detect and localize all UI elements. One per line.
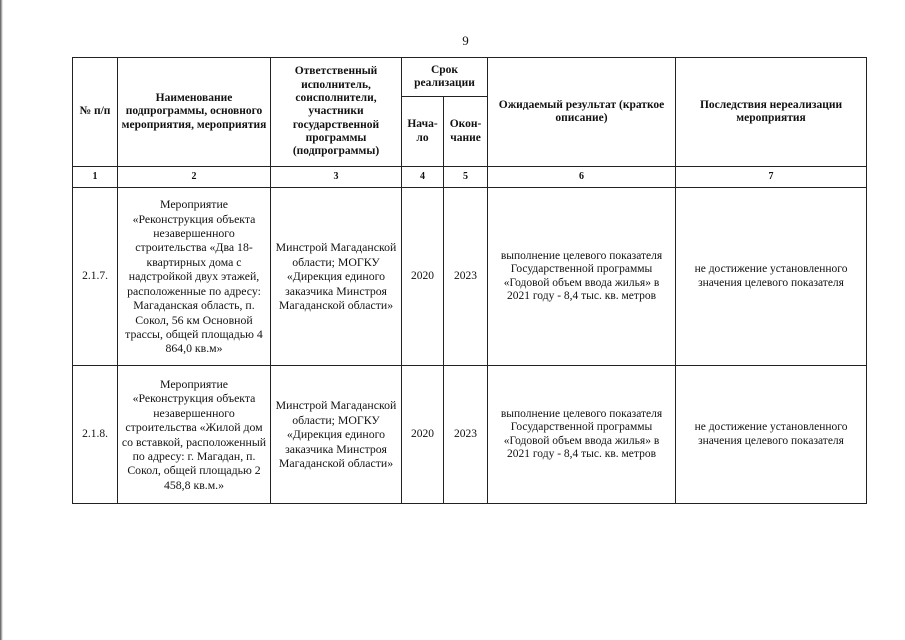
row-consequences: не достижение установленного значения целевого показателя bbox=[676, 366, 867, 504]
row-end-year: 2023 bbox=[444, 366, 488, 504]
column-number: 5 bbox=[444, 167, 488, 188]
row-num: 2.1.7. bbox=[73, 188, 118, 366]
scan-edge-shadow bbox=[0, 0, 3, 640]
row-start-year: 2020 bbox=[402, 188, 444, 366]
row-consequences: не достижение установленного значения целевого показателя bbox=[676, 188, 867, 366]
header-term-end: Окон- чание bbox=[444, 97, 488, 167]
page-number: 9 bbox=[462, 33, 469, 48]
row-end-year: 2023 bbox=[444, 188, 488, 366]
header-num: № п/п bbox=[73, 58, 118, 167]
table-row bbox=[73, 188, 867, 366]
row-name: Мероприятие «Реконструкция объекта незавершенного строительства «Жилой дом со вставкой, расположенный по адресу: г. Магадан, п. Сокол, общей площадью 2 458,8 кв.м.» bbox=[118, 366, 271, 504]
row-num: 2.1.8. bbox=[73, 366, 118, 504]
row-result: выполнение целевого показателя Государственной программы «Годовой объем ввода жилья» в 2021 году - 8,4 тыс. кв. метров bbox=[488, 366, 676, 504]
column-number: 2 bbox=[118, 167, 271, 188]
column-number: 4 bbox=[402, 167, 444, 188]
column-number: 3 bbox=[271, 167, 402, 188]
row-responsible: Минстрой Магаданской области; МОГКУ «Дирекция единого заказчика Минстроя Магаданской области» bbox=[271, 366, 402, 504]
column-number: 6 bbox=[488, 167, 676, 188]
table-row bbox=[73, 366, 867, 504]
row-start-year: 2020 bbox=[402, 366, 444, 504]
header-consequences: Последствия нереализации мероприятия bbox=[676, 58, 867, 167]
row-name: Мероприятие «Реконструкция объекта незавершенного строительства «Два 18-квартирных дома с надстройкой двух этажей, расположенные по адресу: Магаданская область, п. Сокол, 56 км Основной трассы, общей площадью 4 864,0 кв.м» bbox=[118, 188, 271, 366]
program-measures-table bbox=[72, 57, 867, 504]
header-name: Наименование подпрограммы, основного мероприятия, мероприятия bbox=[118, 58, 271, 167]
row-responsible: Минстрой Магаданской области; МОГКУ «Дирекция единого заказчика Минстроя Магаданской области» bbox=[271, 188, 402, 366]
header-responsible: Ответственный исполнитель, соисполнители, участники государственной программы (подпрограммы) bbox=[271, 58, 402, 167]
header-term: Срок реализации bbox=[402, 58, 488, 97]
column-number-row bbox=[73, 167, 867, 188]
row-result: выполнение целевого показателя Государственной программы «Годовой объем ввода жилья» в 2021 году - 8,4 тыс. кв. метров bbox=[488, 188, 676, 366]
column-number: 1 bbox=[73, 167, 118, 188]
table-header-row bbox=[73, 58, 867, 97]
header-result: Ожидаемый результат (краткое описание) bbox=[488, 58, 676, 167]
header-term-start: Нача- ло bbox=[402, 97, 444, 167]
column-number: 7 bbox=[676, 167, 867, 188]
